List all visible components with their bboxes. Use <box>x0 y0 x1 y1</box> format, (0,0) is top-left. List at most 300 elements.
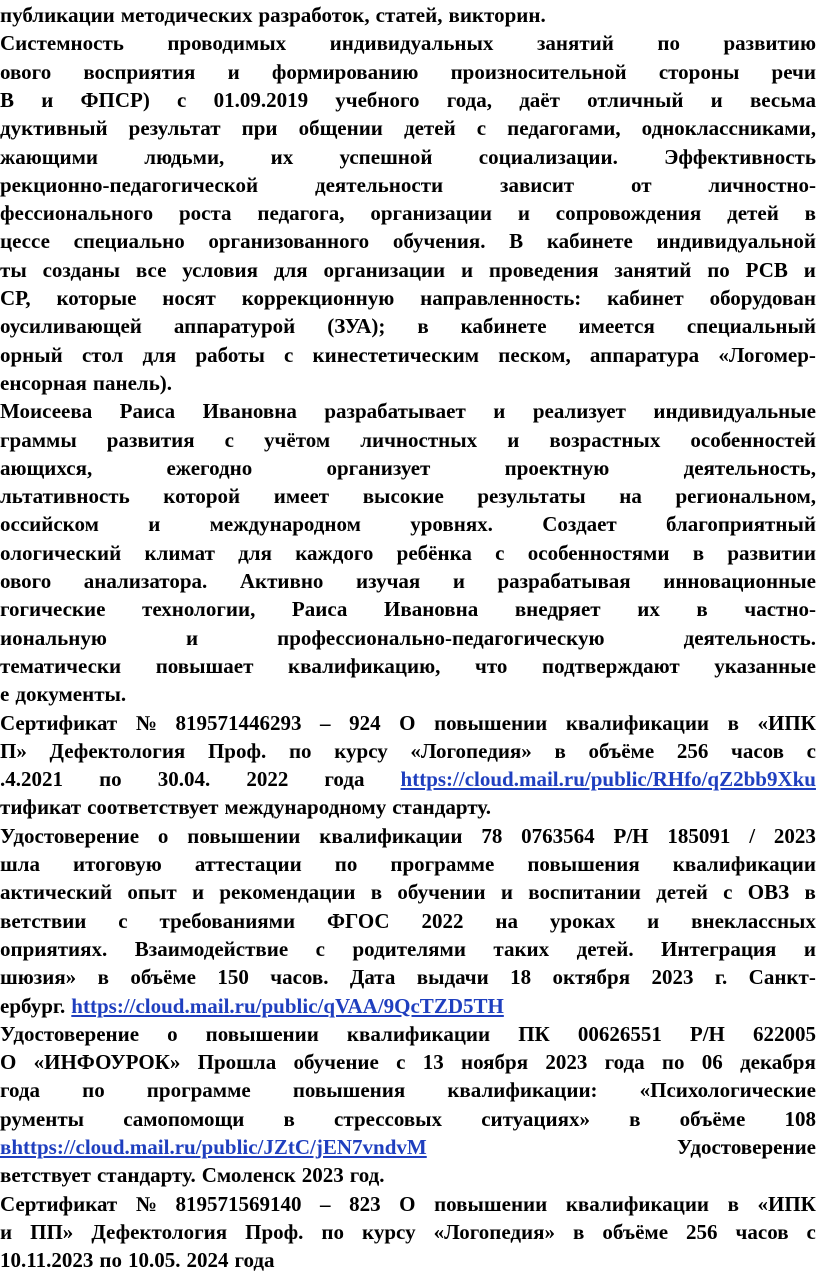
word: проводимых <box>167 31 287 56</box>
word: по <box>657 31 680 56</box>
word: / <box>749 823 756 848</box>
word: организации <box>370 201 492 226</box>
word: декабря <box>740 1050 816 1075</box>
word: специально <box>73 229 185 254</box>
word: квалификации <box>565 1191 710 1216</box>
word: года <box>604 1050 645 1075</box>
word: часов <box>735 1219 789 1244</box>
word: восприятия <box>83 59 196 84</box>
word: организованного <box>208 229 370 254</box>
word: разработок, <box>258 3 370 27</box>
word: и <box>517 201 530 226</box>
word: 2023 <box>651 965 694 990</box>
word: 01.09.2019 <box>213 87 309 112</box>
text-line <box>0 170 816 200</box>
word: 823 <box>349 1191 381 1216</box>
word: что <box>475 653 508 678</box>
word: личностно- <box>708 172 816 197</box>
word: 10.05. <box>127 1248 181 1273</box>
word: и <box>185 625 199 650</box>
word: Дата <box>349 965 396 990</box>
word: квалификацию, <box>287 653 441 678</box>
word: условия <box>182 257 258 282</box>
word: опыт <box>127 880 177 905</box>
word: П» <box>0 738 27 763</box>
word: года <box>0 1078 41 1103</box>
word: и <box>500 880 513 905</box>
text-line <box>0 509 816 539</box>
text-line <box>0 198 816 228</box>
word: деятельности <box>314 172 444 197</box>
word: Сертификат <box>0 1191 118 1216</box>
word: 2022 <box>421 908 464 933</box>
word: кабинет <box>607 286 684 310</box>
word: «ИНФОУРОК» <box>33 1050 181 1075</box>
word: Раиса <box>119 399 176 424</box>
word: 924 <box>349 710 381 735</box>
word: занятий <box>614 257 692 282</box>
document-link[interactable]: https://cloud.mail.ru/public/RHfo/qZ2bb9Xku <box>400 767 816 792</box>
word: разрабатывает <box>324 399 466 424</box>
word: 2023 <box>773 823 816 848</box>
text-line <box>0 255 816 285</box>
word: часов <box>731 738 784 763</box>
word: Дефектология <box>49 738 186 763</box>
word: требованиями <box>159 908 296 933</box>
word: даёт <box>519 87 560 112</box>
word: Эффективность <box>664 144 816 169</box>
word: викторин. <box>448 3 546 27</box>
word: РСВ <box>745 257 788 282</box>
word: 2024 <box>186 1248 229 1273</box>
word: тематически <box>0 653 122 678</box>
word: проектную <box>504 455 610 480</box>
word: для <box>238 540 272 565</box>
word: ологический <box>0 540 122 565</box>
word: весьма <box>749 87 816 112</box>
word: проведения <box>488 257 599 282</box>
word: ноября <box>460 1050 529 1075</box>
word: г. <box>714 965 728 990</box>
word: с <box>315 936 325 961</box>
word: 2023 <box>545 1050 588 1075</box>
word: программе <box>146 1078 251 1103</box>
word: и <box>227 59 240 84</box>
text-line <box>0 679 816 709</box>
word: сопровождения <box>555 201 702 226</box>
word: самопомощи <box>123 1106 245 1131</box>
text-line <box>0 877 816 907</box>
text-line <box>0 340 816 370</box>
word: носят <box>162 286 216 310</box>
word: енсорная <box>0 370 87 395</box>
word: индивидуальной <box>656 229 816 254</box>
word: уровнях. <box>410 512 493 537</box>
word: повышении <box>187 823 301 848</box>
word: и <box>493 399 506 424</box>
word: публикации <box>0 3 115 27</box>
text-line <box>0 425 816 455</box>
word: развитию <box>723 31 816 56</box>
word: год. <box>349 1163 385 1188</box>
word: квалификации <box>565 710 710 735</box>
word: детей <box>656 880 708 905</box>
word: 06 <box>701 1050 723 1075</box>
text-line <box>0 28 816 58</box>
word: в <box>804 201 816 226</box>
text-line <box>0 962 816 992</box>
word: на <box>619 484 642 509</box>
word: 78 <box>481 823 503 848</box>
word: гогические <box>0 597 106 622</box>
word: оприятиях. <box>0 936 108 961</box>
word: по <box>707 257 730 282</box>
word: развитии <box>727 540 816 565</box>
word: аппаратурой <box>173 314 296 339</box>
word: организует <box>326 455 431 480</box>
word: их <box>637 597 660 622</box>
word: льтативность <box>0 484 130 509</box>
word: с <box>723 880 733 905</box>
word: в <box>727 710 739 735</box>
word: Интеграция <box>661 936 777 961</box>
word: года, <box>446 87 492 112</box>
word: квалификации <box>319 823 463 848</box>
word: 00626551 <box>577 1021 662 1046</box>
word: и <box>803 936 816 961</box>
text-line <box>0 792 816 822</box>
word: учебного <box>335 87 420 112</box>
word: кинестетическим <box>312 342 480 367</box>
text-line <box>0 1217 816 1247</box>
word: в <box>692 540 705 565</box>
word: в <box>417 314 429 339</box>
word: СР, <box>0 286 31 310</box>
word: особенностями <box>527 540 670 565</box>
word: стандарту. <box>392 795 491 820</box>
text-line <box>0 651 816 681</box>
word: благоприятный <box>666 512 816 537</box>
word: 2022 <box>246 767 289 792</box>
text-line <box>0 226 816 256</box>
word: аппаратура <box>589 342 700 367</box>
word: повышения <box>527 852 640 876</box>
word: обучение <box>293 1050 379 1075</box>
word: Р/Н <box>689 1021 725 1046</box>
word: индивидуальные <box>653 399 816 424</box>
word: О <box>399 1191 416 1216</box>
word: 30.04. <box>157 767 211 792</box>
word: панель). <box>92 370 173 395</box>
document-link[interactable]: https://cloud.mail.ru/public/qVAA/9QcTZD5TH <box>71 993 504 1018</box>
word: «ИПК <box>757 710 816 735</box>
word: ветствии <box>0 908 87 933</box>
word: 2023 <box>301 1163 344 1188</box>
word: уроках <box>549 908 616 933</box>
word: ербург. <box>0 993 66 1018</box>
word: Удостоверение <box>0 823 140 848</box>
text-line <box>0 453 816 483</box>
word: 13 <box>422 1050 444 1075</box>
word: детей <box>727 201 779 226</box>
word: Дефектология <box>91 1219 228 1244</box>
word: региональном, <box>675 484 816 509</box>
word: которой <box>163 484 241 509</box>
word: по <box>99 1248 122 1273</box>
word: особенностей <box>690 427 816 452</box>
word: соответствует <box>87 795 219 820</box>
word: международному <box>224 795 387 820</box>
word: и <box>647 908 660 933</box>
word: (ЗУА); <box>327 314 386 339</box>
word: шюзия» <box>0 965 77 990</box>
word: рекомендации <box>219 880 356 905</box>
word: имеет <box>273 484 330 509</box>
word: повышении <box>205 1021 319 1046</box>
word: с <box>224 427 234 452</box>
word: с <box>284 342 294 367</box>
word: и <box>148 512 161 537</box>
word: инновационные <box>663 569 816 593</box>
word: Сертификат <box>0 710 118 735</box>
word: в <box>554 738 566 763</box>
word: Активно <box>239 569 324 593</box>
word: для <box>142 342 177 367</box>
word: ающихся, <box>0 455 93 480</box>
word: и <box>803 257 816 282</box>
text-line <box>0 764 816 794</box>
word: реализует <box>532 399 626 424</box>
word: в <box>629 1106 641 1131</box>
word: подтверждают <box>541 653 680 678</box>
word: документы. <box>15 682 127 707</box>
word: О <box>399 710 416 735</box>
word: по <box>288 738 312 763</box>
word: «Психологические <box>639 1078 816 1103</box>
text-line <box>0 1132 816 1162</box>
word: ФГОС <box>326 908 390 933</box>
word: формированию <box>271 59 419 84</box>
word: повышения <box>292 1078 406 1103</box>
word: Санкт- <box>748 965 816 990</box>
word: В <box>509 229 524 254</box>
word: высокие <box>362 484 444 509</box>
word: деятельность. <box>683 625 816 650</box>
word: Удостоверение <box>0 1021 140 1046</box>
text-line <box>0 991 816 1021</box>
word: стол <box>81 342 124 367</box>
word: О <box>0 1050 17 1075</box>
word: «Логопедия» <box>433 1219 555 1244</box>
word: объёме <box>679 1106 746 1131</box>
word: Удостоверение <box>676 1135 816 1159</box>
word: о <box>157 823 169 848</box>
word: оусиливающей <box>0 314 142 339</box>
word: развития <box>106 427 195 452</box>
word: курсу <box>362 1219 416 1244</box>
text-line <box>0 481 816 511</box>
word: детей <box>403 116 456 141</box>
word: Ивановна <box>202 399 297 424</box>
word: Р/Н <box>613 823 649 848</box>
word: в <box>370 880 383 905</box>
word: методических <box>120 3 253 27</box>
word: работы <box>195 342 265 367</box>
word: о <box>167 1021 178 1046</box>
word: людьми, <box>144 144 225 169</box>
word: с <box>396 1050 406 1075</box>
word: международном <box>209 512 361 537</box>
word: и <box>0 1219 13 1244</box>
word: квалификации <box>346 1021 491 1046</box>
word: 185091 <box>667 823 731 848</box>
word: шла <box>0 852 41 876</box>
word: и <box>507 427 520 452</box>
word: климат <box>144 540 215 565</box>
word: дуктивный <box>0 116 108 141</box>
word: по <box>661 1050 685 1075</box>
word: по <box>82 1078 105 1103</box>
word: обучении <box>397 880 486 905</box>
word: – <box>320 1191 331 1216</box>
word: с <box>177 87 187 112</box>
word: актический <box>0 880 113 905</box>
word: профессионально-педагогическую <box>277 625 605 650</box>
word: с <box>495 540 505 565</box>
word: ситуациях» <box>481 1106 590 1131</box>
text-line <box>0 849 816 879</box>
word: граммы <box>0 427 77 452</box>
word: личностных <box>360 427 478 452</box>
text-line <box>0 396 816 426</box>
word: педагога, <box>257 201 345 226</box>
word: 18 <box>510 965 532 990</box>
text-line <box>0 566 816 596</box>
word: в <box>696 597 708 622</box>
word: речи <box>771 59 816 84</box>
word: «ИПК <box>757 1191 816 1216</box>
word: объёме <box>588 738 655 763</box>
word: указанные <box>714 653 816 678</box>
text-line <box>0 1160 816 1190</box>
word: фессионального <box>0 201 154 226</box>
word: ПК <box>518 1021 550 1046</box>
word: 150 <box>217 965 249 990</box>
word: 819571569140 <box>175 1191 302 1216</box>
word: ФПСР) <box>80 87 150 112</box>
word: технологии, <box>142 597 256 622</box>
word: успешной <box>339 144 433 169</box>
word: обучения. <box>392 229 486 254</box>
word: направленность: <box>420 286 582 310</box>
word: отличный <box>587 87 684 112</box>
word: на <box>495 908 518 933</box>
word: повышении <box>434 1191 548 1216</box>
text-line <box>0 1075 816 1105</box>
word: № <box>135 710 157 735</box>
word: квалификации: <box>447 1078 598 1103</box>
word: по <box>99 767 122 792</box>
word: для <box>273 257 308 282</box>
word: года <box>234 1248 275 1273</box>
document-link[interactable]: вhttps://cloud.mail.ru/public/JZtC/jEN7vndvM <box>0 1135 427 1159</box>
word: песком, <box>498 342 571 367</box>
text-line <box>0 1189 816 1219</box>
text-line <box>0 538 816 568</box>
word: организации <box>323 257 446 282</box>
word: кабинете <box>460 314 547 339</box>
word: каждого <box>295 540 374 565</box>
word: все <box>135 257 167 282</box>
word: аттестации <box>194 852 302 876</box>
word: тификат <box>0 795 82 820</box>
word: в <box>97 965 109 990</box>
text-line <box>0 311 816 341</box>
word: и <box>41 87 54 112</box>
word: Проф. <box>245 1219 304 1244</box>
word: программе <box>390 852 495 876</box>
text-line <box>0 113 816 143</box>
word: с <box>476 116 487 141</box>
text-line <box>0 736 816 766</box>
word: педагогами, <box>507 116 621 141</box>
word: Прошла <box>197 1050 277 1075</box>
word: и <box>452 569 465 593</box>
text-line <box>0 821 816 851</box>
word: от <box>631 172 652 197</box>
word: по <box>334 852 358 876</box>
word: по <box>321 1219 345 1244</box>
text-line <box>0 283 816 313</box>
word: 256 <box>676 738 709 763</box>
word: Проф. <box>207 738 267 763</box>
word: с <box>806 738 816 763</box>
word: учётом <box>264 427 331 452</box>
word: 819571446293 <box>175 710 302 735</box>
word: и <box>460 257 474 282</box>
word: стандарту. <box>96 1163 196 1188</box>
word: Взаимодействие <box>134 936 289 961</box>
word: «Логопедия» <box>410 738 532 763</box>
text-line <box>0 1019 816 1049</box>
text-line <box>0 1104 816 1134</box>
word: 108 <box>784 1106 816 1131</box>
word: одноклассниками, <box>641 116 816 141</box>
word: объёме <box>130 965 196 990</box>
text-line <box>0 623 816 653</box>
text-line <box>0 1245 816 1275</box>
word: е <box>0 682 10 707</box>
word: рументы <box>0 1106 85 1131</box>
word: специальный <box>686 314 816 339</box>
word: .4.2021 <box>0 767 63 792</box>
word: имеется <box>578 314 655 339</box>
word: изучая <box>355 569 421 593</box>
word: роста <box>178 201 232 226</box>
word: повышении <box>434 710 548 735</box>
word: результаты <box>477 484 586 509</box>
word: коррекционную <box>241 286 395 310</box>
word: деятельность, <box>683 455 816 480</box>
text-line <box>0 85 816 115</box>
word: родителями <box>352 936 466 961</box>
text-line <box>0 368 816 398</box>
word: и <box>710 87 723 112</box>
word: с <box>806 1219 816 1244</box>
word: итоговую <box>73 852 162 876</box>
word: № <box>135 1191 157 1216</box>
word: оссийском <box>0 512 99 537</box>
